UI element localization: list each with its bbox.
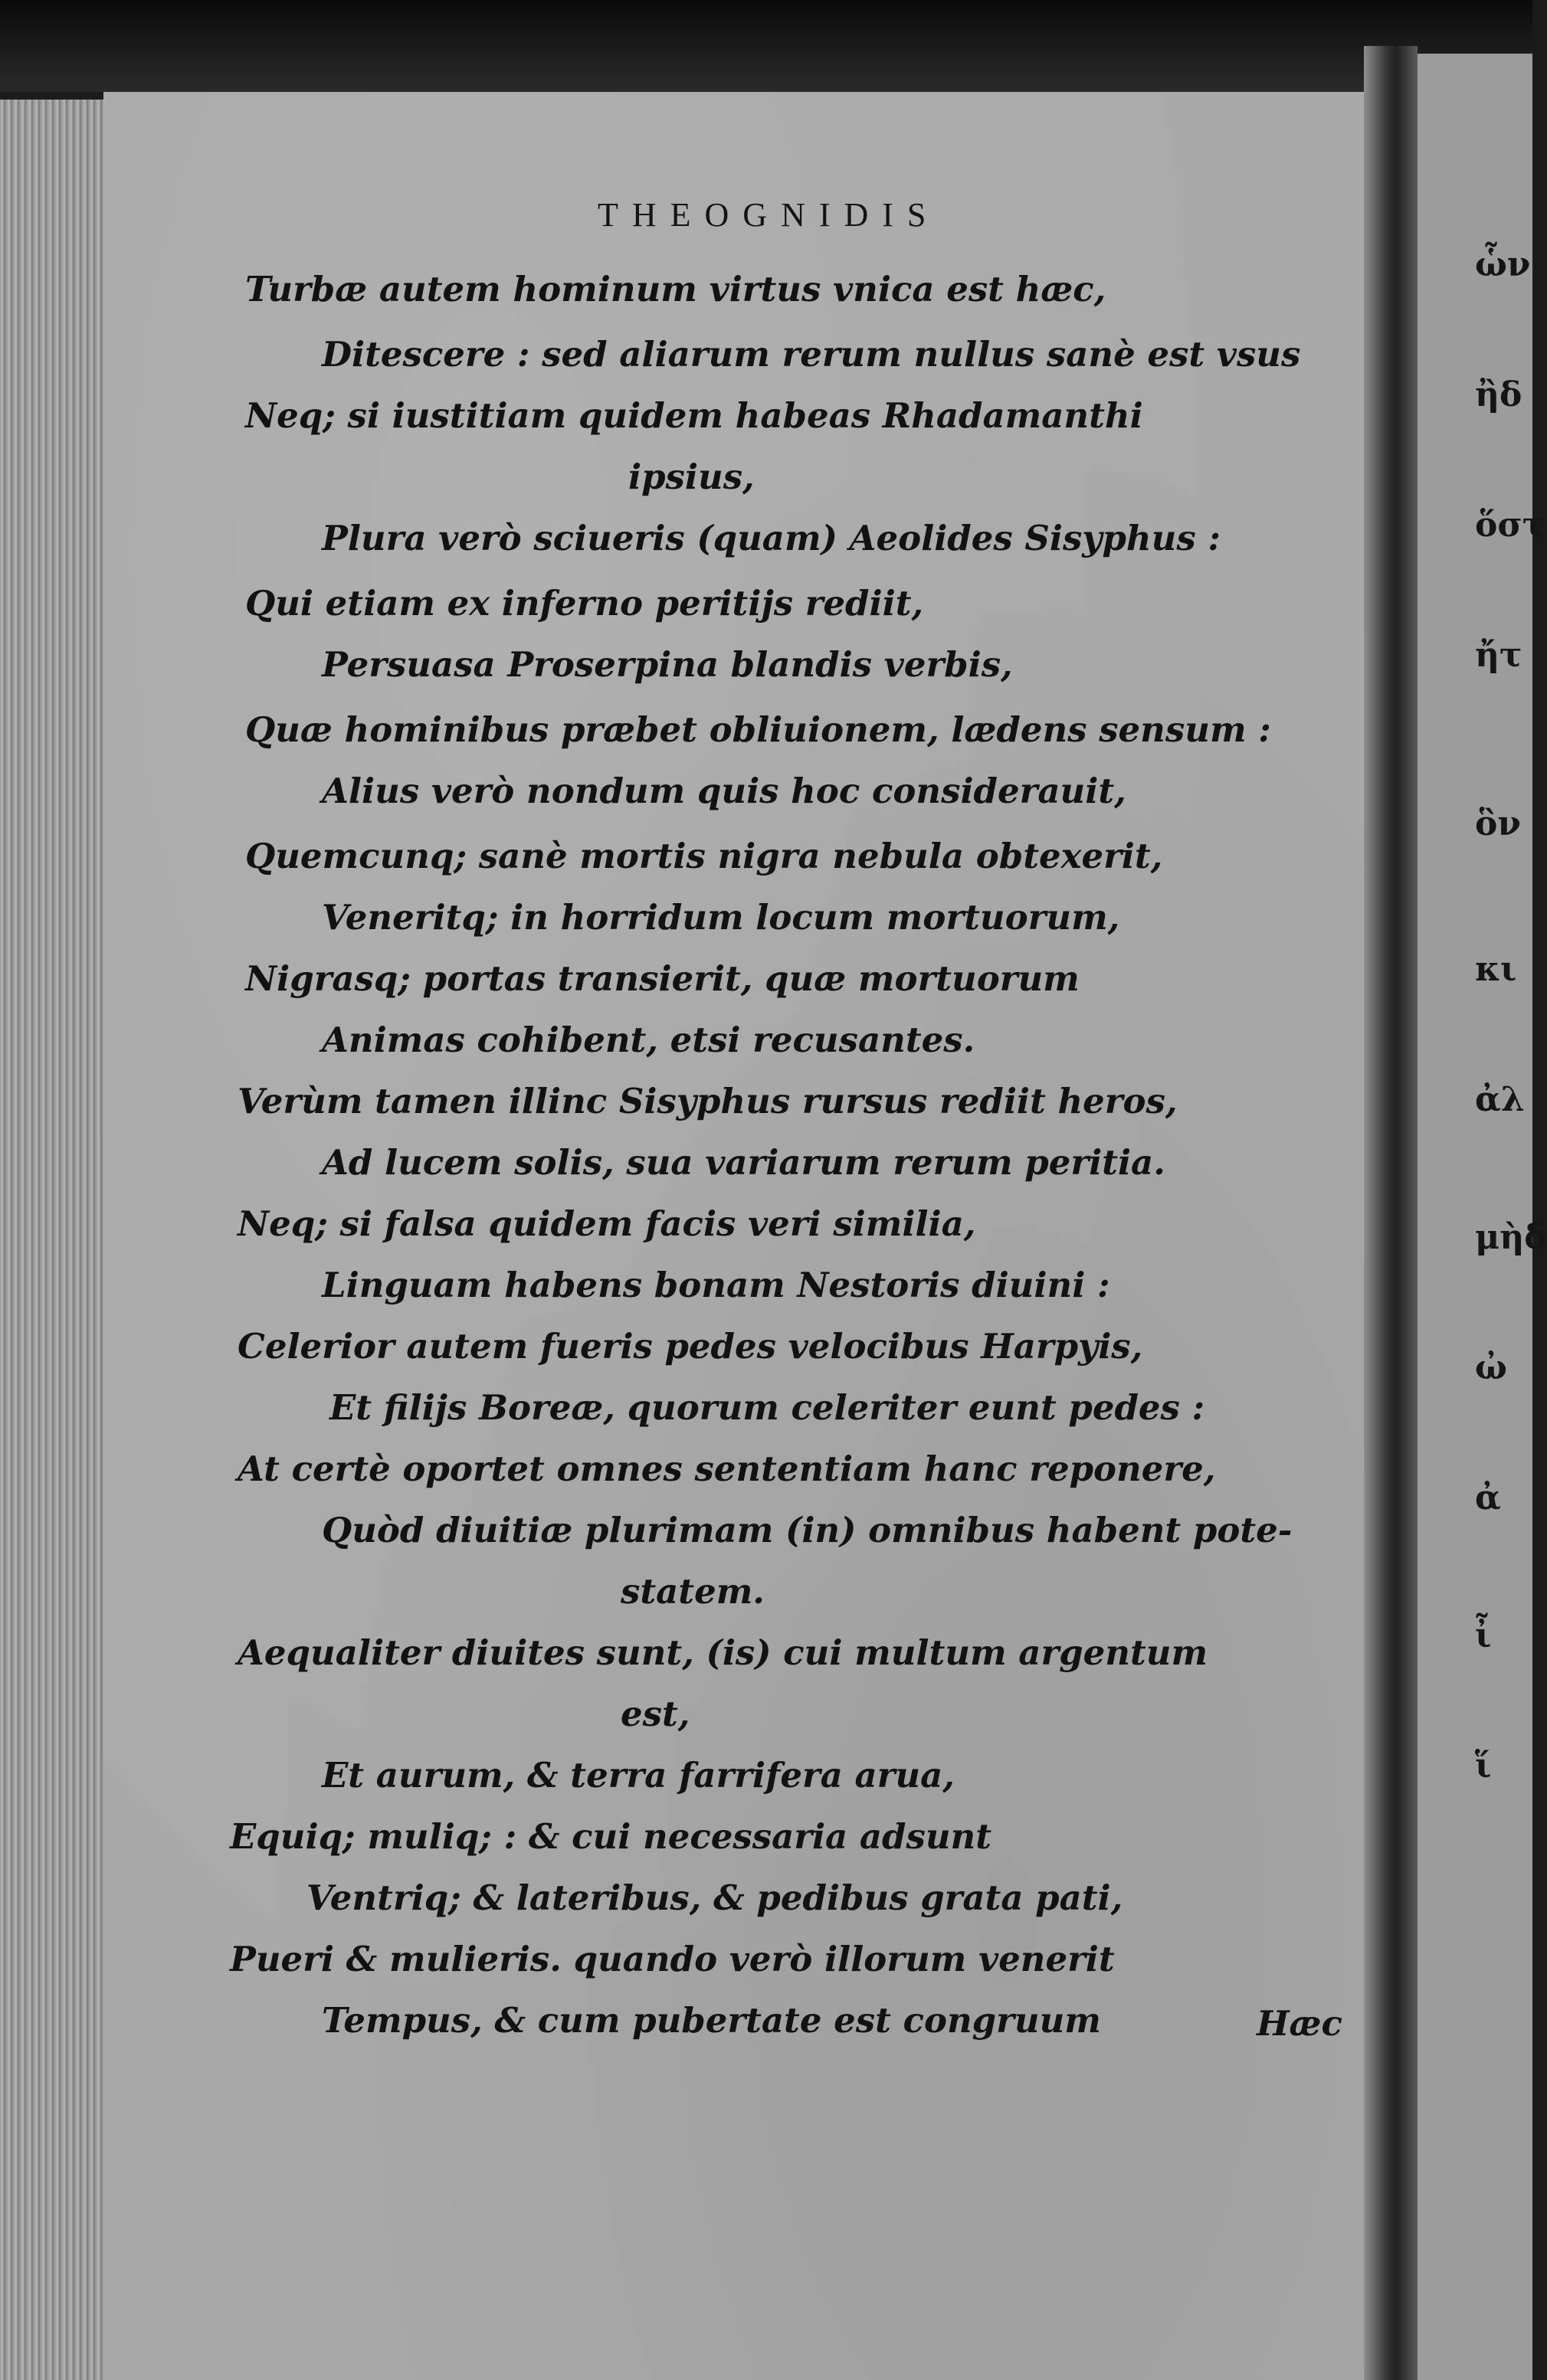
- page-edges: [0, 100, 103, 2380]
- text-line: est,: [621, 1694, 690, 1734]
- right-page-fragment: ἤτ: [1475, 636, 1522, 675]
- right-page-fragment: ὃν: [1475, 804, 1521, 843]
- text-line: Turbæ autem hominum virtus vnica est hæc,: [245, 269, 1106, 309]
- running-head: THEOGNIDIS: [598, 196, 940, 234]
- right-page-fragment: ἀ: [1475, 1478, 1501, 1517]
- right-page-fragment: ὧν: [1475, 245, 1531, 284]
- text-line: Veneritq; in horridum locum mortuorum,: [322, 897, 1120, 938]
- catchword: Hæc: [1257, 2003, 1342, 2044]
- text-line: Pueri & mulieris. quando verò illorum venerit: [230, 1939, 1115, 1979]
- right-page-fragment: μὴδ: [1475, 1218, 1547, 1257]
- text-line: Neq; si iustitiam quidem habeas Rhadamanthi: [245, 395, 1143, 436]
- text-line: Ditescere : sed aliarum rerum nullus sanè est vsus: [322, 334, 1301, 375]
- text-line: Quæ hominibus præbet obliuionem, lædens sensum :: [245, 709, 1271, 750]
- text-line: Verùm tamen illinc Sisyphus rursus rediit heros,: [238, 1081, 1178, 1121]
- text-line: Qui etiam ex inferno peritijs rediit,: [245, 583, 924, 624]
- text-line: Plura verò sciueris (quam) Aeolides Sisyphus :: [322, 518, 1221, 558]
- text-line: Alius verò nondum quis hoc considerauit,: [322, 771, 1126, 811]
- text-line: Celerior autem fueris pedes velocibus Harpyis,: [238, 1326, 1143, 1367]
- right-page-fragment: ὠ: [1475, 1348, 1507, 1387]
- text-line: Quemcunq; sanè mortis nigra nebula obtexerit,: [245, 836, 1163, 876]
- right-page-fragment: ὅστ: [1475, 506, 1545, 545]
- text-line: Ventriq; & lateribus, & pedibus grata pati,: [306, 1877, 1123, 1918]
- text-line: Tempus, & cum pubertate est congruum: [322, 2000, 1101, 2041]
- text-line: At certè oportet omnes sententiam hanc reponere,: [238, 1449, 1216, 1489]
- text-line: Quòd diuitiæ plurimam (in) omnibus habent pote-: [322, 1510, 1293, 1550]
- right-page-fragment: ἵ: [1475, 1747, 1492, 1786]
- right-page-fragment: ἀλ: [1475, 1080, 1525, 1119]
- text-line: Nigrasq; portas transierit, quæ mortuorum: [245, 958, 1080, 999]
- text-line: Equiq; muliq; : & cui necessaria adsunt: [230, 1816, 992, 1857]
- right-page-fragment: κι: [1475, 950, 1517, 989]
- text-line: Linguam habens bonam Nestoris diuini :: [322, 1265, 1110, 1305]
- text-line: Et filijs Boreæ, quorum celeriter eunt pedes :: [329, 1387, 1205, 1428]
- text-line: Ad lucem solis, sua variarum rerum peritia.: [322, 1142, 1165, 1183]
- right-page-fragment: ἶ: [1475, 1616, 1492, 1655]
- top-shadow: [0, 0, 1532, 92]
- text-line: Et aurum, & terra farrifera arua,: [322, 1755, 955, 1796]
- text-line: ipsius,: [628, 457, 755, 497]
- text-line: Animas cohibent, etsi recusantes.: [322, 1020, 975, 1060]
- text-line: Aequaliter diuites sunt, (is) cui multum argentum: [238, 1632, 1208, 1673]
- text-line: Neq; si falsa quidem facis veri similia,: [238, 1203, 976, 1244]
- text-line: statem.: [621, 1571, 765, 1612]
- book-gutter: [1364, 46, 1418, 2380]
- text-line: Persuasa Proserpina blandis verbis,: [322, 644, 1013, 685]
- right-page-fragment: ἢδ: [1475, 375, 1522, 414]
